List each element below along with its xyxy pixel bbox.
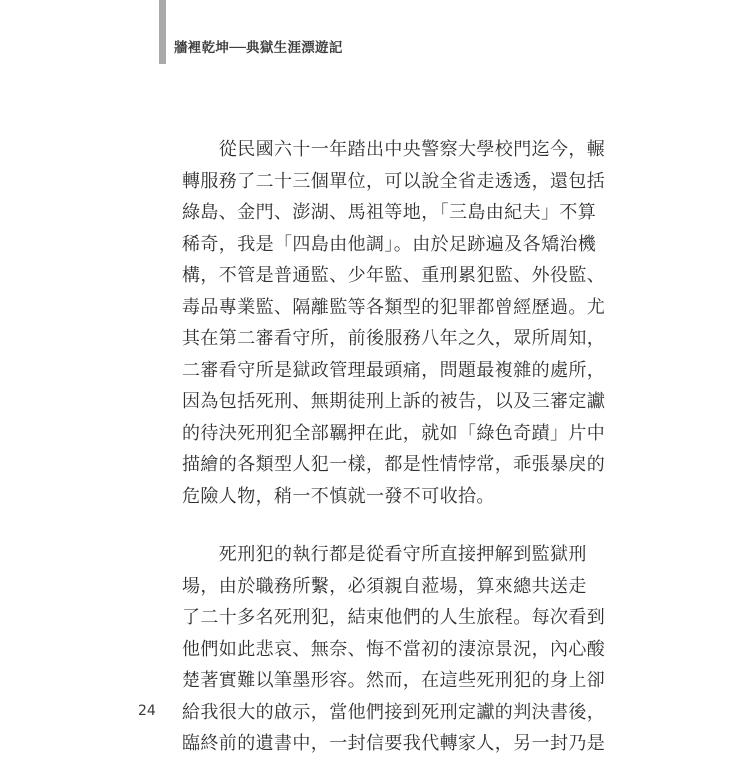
text-line: 二審看守所是獄政管理最頭痛，問題最複雜的處所， — [182, 359, 606, 381]
text-line: 危險人物，稍一不慎就一發不可收拾。 — [182, 485, 495, 507]
text-line: 構，不管是普通監、少年監、重刑累犯監、外役監、 — [182, 265, 606, 286]
body-text — [182, 134, 606, 760]
text-line: 從民國六十一年踏出中央警察大學校門迄今，輾 — [182, 139, 606, 160]
text-line: 給我很大的啟示，當他們接到死刑定讞的判決書後， — [182, 701, 606, 723]
text-line: 綠島、金門、澎湖、馬祖等地，「三島由紀夫」不算 — [182, 202, 597, 223]
text-line: 場，由於職務所繫，必須親自蒞場，算來總共送走 — [182, 575, 587, 597]
text-line: 稀奇，我是「四島由他調」。由於足跡遍及各矯治機 — [182, 233, 597, 255]
decorative-side-bar — [159, 0, 166, 64]
page-number: 24 — [138, 703, 156, 719]
text-line: 了二十多名死刑犯，結束他們的人生旅程。每次看到 — [182, 607, 606, 628]
text-line: 轉服務了二十三個單位，可以說全省走透透，還包括 — [182, 170, 606, 192]
text-line: 因為包括死刑、無期徒刑上訴的被告，以及三審定讞 — [182, 391, 606, 412]
running-head-title: 牆裡乾坤──典獄生涯漂遊記 — [174, 40, 343, 56]
paragraph-1 — [182, 134, 606, 512]
text-line: 的待決死刑犯全部羈押在此，就如「綠色奇蹟」片中 — [182, 422, 606, 444]
text-line: 臨終前的遺書中，一封信要我代轉家人，另一封乃是 — [182, 733, 606, 754]
text-line: 毒品專業監、隔離監等各類型的犯罪都曾經歷過。尤 — [182, 296, 606, 318]
text-line: 死刑犯的執行都是從看守所直接押解到監獄刑 — [182, 544, 587, 565]
text-line: 楚著實難以筆墨形容。然而，在這些死刑犯的身上卻 — [182, 670, 606, 691]
text-line: 他們如此悲哀、無奈、悔不當初的淒涼景況，內心酸 — [182, 638, 606, 660]
paragraph-2 — [182, 539, 606, 760]
text-line: 其在第二審看守所，前後服務八年之久，眾所周知， — [182, 328, 606, 349]
text-line: 描繪的各類型人犯一樣，都是性情悖常，乖張暴戾的 — [182, 454, 606, 475]
